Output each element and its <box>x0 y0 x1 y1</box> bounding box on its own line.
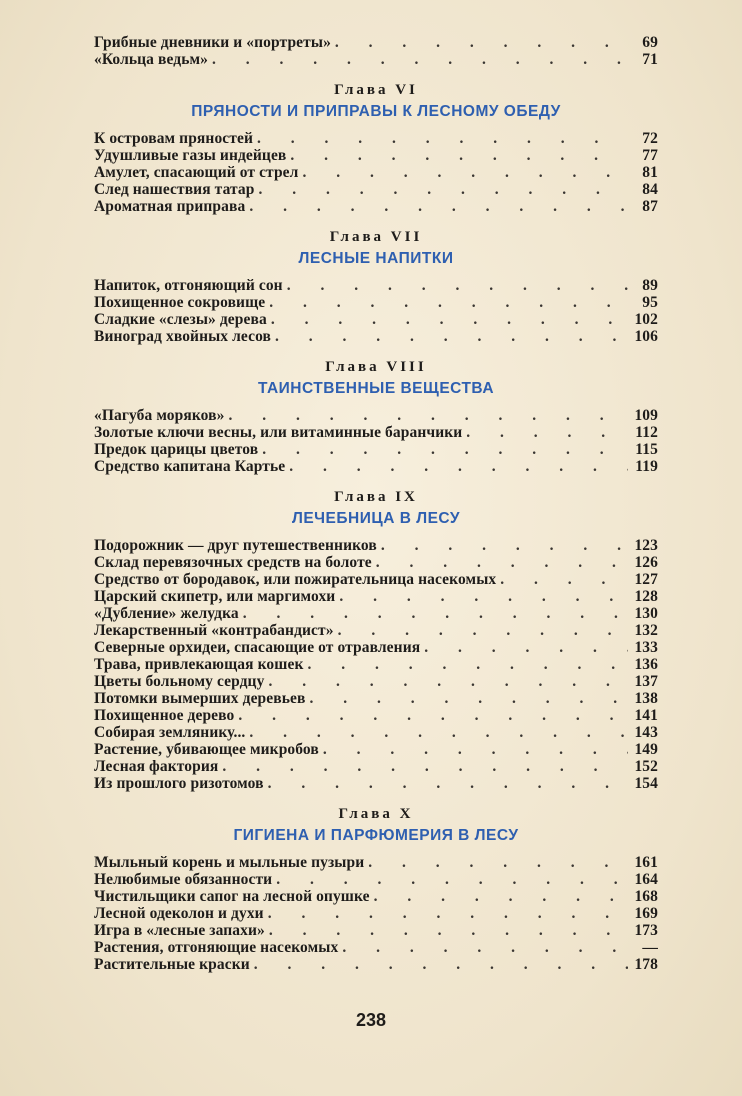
toc-entry[interactable] <box>94 458 658 475</box>
leader-dots <box>262 441 628 458</box>
leader-dots <box>269 294 628 311</box>
entry-page: — <box>642 939 658 956</box>
toc-entry[interactable] <box>94 181 658 198</box>
entry-title: Золотые ключи весны, или витаминные баранчики <box>94 424 463 441</box>
chapter-title[interactable]: ЛЕСНЫЕ НАПИТКИ <box>298 250 454 267</box>
entry-page: 132 <box>634 622 658 639</box>
toc-entry[interactable] <box>94 758 658 775</box>
toc-entry[interactable] <box>94 724 658 741</box>
entry-page: 164 <box>634 871 658 888</box>
entry-page: 77 <box>642 147 658 164</box>
entry-title: Сладкие «слезы» дерева <box>94 311 267 328</box>
leader-dots <box>268 775 628 792</box>
leader-dots <box>339 588 628 605</box>
leader-dots <box>424 639 628 656</box>
entry-page: 81 <box>642 164 658 181</box>
leader-dots <box>257 130 628 147</box>
table-of-contents <box>94 34 658 973</box>
toc-entry[interactable] <box>94 51 658 68</box>
toc-entry[interactable] <box>94 311 658 328</box>
entry-title: Предок царицы цветов <box>94 441 259 458</box>
entry-title: Подорожник — друг путешественников <box>94 537 377 554</box>
leader-dots <box>287 277 628 294</box>
toc-entry[interactable] <box>94 588 658 605</box>
entry-title: Царский скипетр, или маргимохи <box>94 588 336 605</box>
entry-title: Трава, привлекающая кошек <box>94 656 304 673</box>
entry-page: 141 <box>634 707 658 724</box>
entry-title: Из прошлого ризотомов <box>94 775 264 792</box>
leader-dots <box>500 571 628 588</box>
entry-title: Средство капитана Картье <box>94 458 286 475</box>
entry-page: 161 <box>634 854 658 871</box>
entry-title: Похищенное дерево <box>94 707 235 724</box>
entry-title: «Кольца ведьм» <box>94 51 209 68</box>
entry-title: Цветы больному сердцу <box>94 673 265 690</box>
toc-entry[interactable] <box>94 441 658 458</box>
entry-page: 143 <box>634 724 658 741</box>
entry-page: 112 <box>635 424 658 441</box>
entry-page: 72 <box>642 130 658 147</box>
toc-entry[interactable] <box>94 871 658 888</box>
leader-dots <box>342 939 628 956</box>
leader-dots <box>376 554 628 571</box>
entry-page: 169 <box>634 905 658 922</box>
entry-page: 136 <box>634 656 658 673</box>
entry-page: 87 <box>642 198 658 215</box>
chapter-title[interactable]: ЛЕЧЕБНИЦА В ЛЕСУ <box>291 510 461 527</box>
entry-title: Лесной одеколон и духи <box>94 905 264 922</box>
entry-title: Растение, убивающее микробов <box>94 741 319 758</box>
toc-entry[interactable] <box>94 707 658 724</box>
toc-entry[interactable] <box>94 956 658 973</box>
entry-title: Собирая землянику... <box>94 724 246 741</box>
toc-entry[interactable] <box>94 605 658 622</box>
toc-entry[interactable] <box>94 656 658 673</box>
leader-dots <box>249 198 628 215</box>
chapter-label: Глава IX <box>334 489 418 505</box>
toc-entry[interactable] <box>94 554 658 571</box>
chapter-section <box>94 487 658 792</box>
entry-page: 152 <box>634 758 658 775</box>
leader-dots <box>268 905 628 922</box>
leader-dots <box>338 622 628 639</box>
leader-dots <box>268 673 628 690</box>
entry-title: Игра в «лесные запахи» <box>94 922 265 939</box>
chapter-section <box>94 357 658 475</box>
leader-dots <box>222 758 628 775</box>
leader-dots <box>228 407 628 424</box>
entry-page: 149 <box>634 741 658 758</box>
entry-page: 127 <box>634 571 658 588</box>
chapter-label: Глава X <box>338 806 414 822</box>
toc-entry[interactable] <box>94 277 658 294</box>
leader-dots <box>307 656 628 673</box>
entry-title: Чистильщики сапог на лесной опушке <box>94 888 370 905</box>
entry-title: Напиток, отгоняющий сон <box>94 277 283 294</box>
entry-page: 126 <box>634 554 658 571</box>
toc-entry[interactable] <box>94 130 658 147</box>
leader-dots <box>212 51 628 68</box>
leader-dots <box>323 741 628 758</box>
toc-entry[interactable] <box>94 164 658 181</box>
entry-page: 154 <box>634 775 658 792</box>
entry-page: 106 <box>634 328 658 345</box>
chapter-title[interactable]: ТАИНСТВЕННЫЕ ВЕЩЕСТВА <box>257 380 495 397</box>
entry-title: Лесная фактория <box>94 758 219 775</box>
entry-page: 109 <box>634 407 658 424</box>
entry-title: Северные орхидеи, спасающие от отравления <box>94 639 421 656</box>
entry-page: 71 <box>642 51 658 68</box>
toc-entry[interactable] <box>94 939 658 956</box>
toc-entry[interactable] <box>94 294 658 311</box>
leader-dots <box>335 34 628 51</box>
toc-entry[interactable] <box>94 571 658 588</box>
leader-dots <box>238 707 628 724</box>
entry-page: 173 <box>634 922 658 939</box>
entry-page: 102 <box>634 311 658 328</box>
leader-dots <box>289 458 628 475</box>
leader-dots <box>290 147 628 164</box>
chapter-section <box>94 804 658 973</box>
chapter-label: Глава VIII <box>325 359 427 375</box>
entry-page: 95 <box>642 294 658 311</box>
toc-entry[interactable] <box>94 854 658 871</box>
toc-entry[interactable] <box>94 690 658 707</box>
entry-title: Ароматная приправа <box>94 198 246 215</box>
toc-entry[interactable] <box>94 639 658 656</box>
leader-dots <box>254 956 628 973</box>
entry-title: Грибные дневники и «портреты» <box>94 34 331 51</box>
leader-dots <box>302 164 628 181</box>
entry-title: «Дубление» желудка <box>94 605 239 622</box>
entry-page: 69 <box>642 34 658 51</box>
leader-dots <box>271 311 628 328</box>
toc-entry[interactable] <box>94 147 658 164</box>
entry-title: Похищенное сокровище <box>94 294 266 311</box>
chapter-section <box>94 227 658 345</box>
entry-title: Мыльный корень и мыльные пузыри <box>94 854 365 871</box>
leader-dots <box>249 724 628 741</box>
toc-entry[interactable] <box>94 198 658 215</box>
leader-dots <box>466 424 628 441</box>
entry-page: 133 <box>634 639 658 656</box>
leader-dots <box>243 605 628 622</box>
entry-page: 115 <box>635 441 658 458</box>
chapter-label: Глава VI <box>334 82 418 98</box>
entry-title: «Пагуба моряков» <box>94 407 225 424</box>
chapter-section <box>94 80 658 215</box>
chapter-title[interactable]: ПРЯНОСТИ И ПРИПРАВЫ К ЛЕСНОМУ ОБЕДУ <box>191 103 561 120</box>
entry-page: 119 <box>635 458 658 475</box>
entry-page: 137 <box>634 673 658 690</box>
entry-page: 178 <box>634 956 658 973</box>
chapter-title[interactable]: ГИГИЕНА И ПАРФЮМЕРИЯ В ЛЕСУ <box>233 827 519 844</box>
entry-page: 138 <box>634 690 658 707</box>
leader-dots <box>381 537 628 554</box>
top-entries <box>94 34 658 68</box>
entry-title: Виноград хвойных лесов <box>94 328 272 345</box>
leader-dots <box>368 854 628 871</box>
entry-title: К островам пряностей <box>94 130 254 147</box>
leader-dots <box>269 922 628 939</box>
page-number: 238 <box>355 1010 387 1030</box>
toc-entry[interactable] <box>94 741 658 758</box>
entry-title: Средство от бородавок, или пожирательница насекомых <box>94 571 497 588</box>
entry-title: Растения, отгоняющие насекомых <box>94 939 339 956</box>
leader-dots <box>374 888 628 905</box>
entry-title: Растительные краски <box>94 956 250 973</box>
entry-page: 89 <box>642 277 658 294</box>
toc-entry[interactable] <box>94 775 658 792</box>
toc-entry[interactable] <box>94 34 658 51</box>
entry-page: 130 <box>634 605 658 622</box>
entry-title: Удушливые газы индейцев <box>94 147 287 164</box>
entry-page: 123 <box>634 537 658 554</box>
entry-title: Потомки вымерших деревьев <box>94 690 306 707</box>
leader-dots <box>275 328 628 345</box>
entry-title: Склад перевязочных средств на болоте <box>94 554 372 571</box>
entry-title: Амулет, спасающий от стрел <box>94 164 299 181</box>
leader-dots <box>259 181 629 198</box>
entry-page: 128 <box>634 588 658 605</box>
entry-page: 168 <box>634 888 658 905</box>
toc-entry[interactable] <box>94 328 658 345</box>
entry-title: След нашествия татар <box>94 181 255 198</box>
toc-entry[interactable] <box>94 922 658 939</box>
leader-dots <box>276 871 628 888</box>
leader-dots <box>309 690 628 707</box>
toc-entry[interactable] <box>94 537 658 554</box>
toc-entry[interactable] <box>94 424 658 441</box>
toc-entry[interactable] <box>94 407 658 424</box>
entry-title: Нелюбимые обязанности <box>94 871 273 888</box>
entry-page: 84 <box>642 181 658 198</box>
toc-entry[interactable] <box>94 622 658 639</box>
toc-entry[interactable] <box>94 888 658 905</box>
toc-entry[interactable] <box>94 673 658 690</box>
chapter-label: Глава VII <box>329 229 423 245</box>
toc-entry[interactable] <box>94 905 658 922</box>
entry-title: Лекарственный «контрабандист» <box>94 622 334 639</box>
